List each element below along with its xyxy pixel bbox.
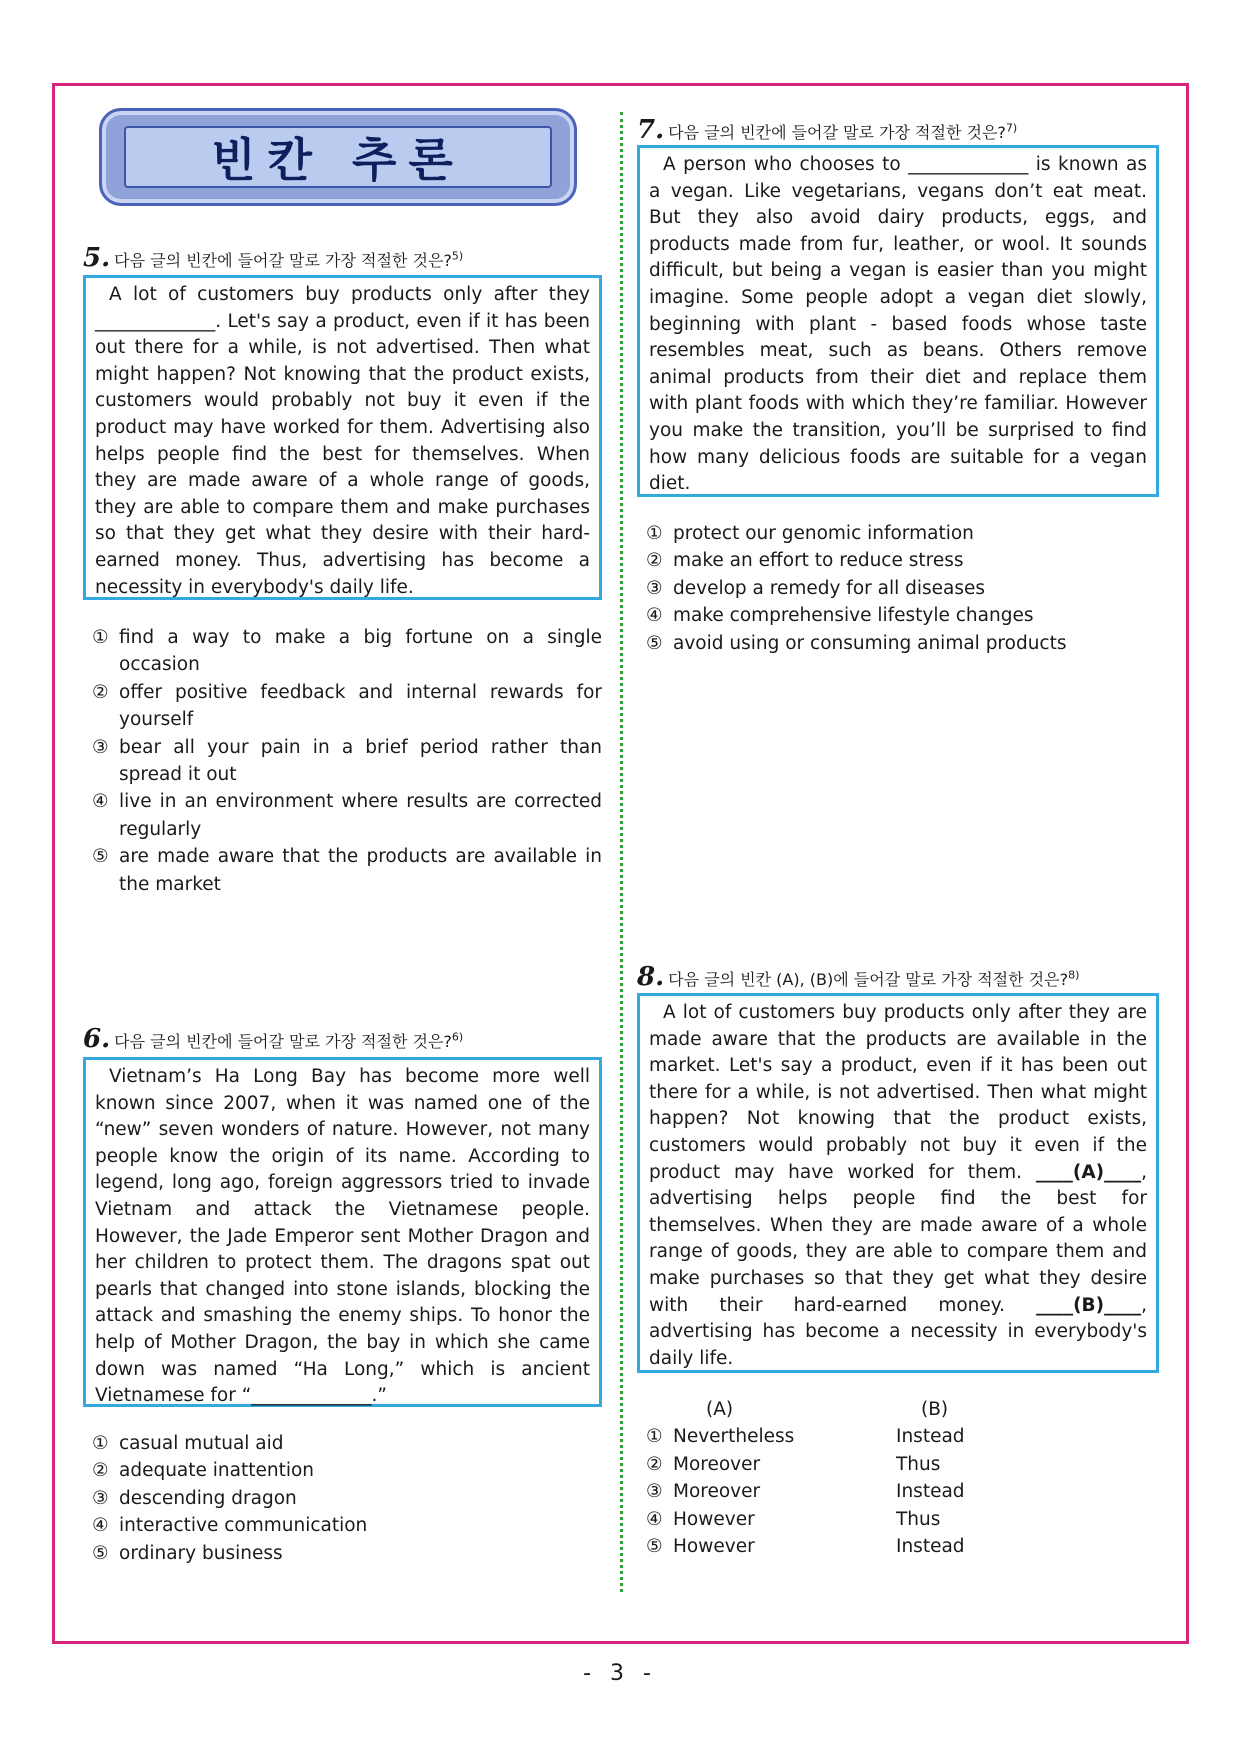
question-5-options: [92, 624, 602, 898]
option-text: protect our genomic information: [673, 523, 974, 544]
option-text: are made aware that the products are available in the market: [119, 846, 602, 895]
option-b-text: Thus: [896, 1508, 941, 1530]
question-6-options: [92, 1430, 602, 1567]
option-text: ordinary business: [119, 1542, 283, 1564]
option-b-text: Instead: [896, 1481, 965, 1503]
question-5-passage: [83, 275, 602, 600]
option-a-text: However: [673, 1508, 755, 1530]
option-text: make an effort to reduce stress: [673, 550, 964, 572]
question-number: 6.: [83, 1024, 111, 1054]
question-prompt: 다음 글의 빈칸에 들어갈 말로 가장 적절한 것은?: [668, 123, 1006, 142]
option-a-text: Moreover: [673, 1453, 761, 1475]
question-8-passage: [637, 993, 1159, 1373]
answer-option[interactable]: [646, 602, 1156, 629]
option-text: descending dragon: [119, 1487, 297, 1509]
option-a-text: Nevertheless: [673, 1426, 795, 1448]
passage-segment: , advertising has become a necessity in everybody's daily life.: [649, 1294, 1147, 1369]
option-number: ①: [92, 1433, 109, 1454]
answer-option[interactable]: [646, 1533, 1156, 1560]
passage-segment: A lot of customers buy products only after they are made aware that the products are available in the market. Let's say a product, even if it has been out there for a while, is not advertised. Then what might happen? Not knowing that the product exists, customers would probably not buy it even if the product may have worked for them.: [649, 1002, 1147, 1183]
question-number: 7.: [637, 115, 665, 145]
blank-b: ____(B)____: [1036, 1294, 1142, 1316]
option-text: avoid using or consuming animal products: [673, 632, 1067, 654]
footnote-mark: 5): [451, 249, 464, 263]
option-text: bear all your pain in a brief period rather than spread it out: [119, 736, 602, 786]
option-text: develop a remedy for all diseases: [673, 577, 986, 599]
answer-option[interactable]: [646, 1478, 1156, 1505]
question-prompt: 다음 글의 빈칸에 들어갈 말로 가장 적절한 것은?: [114, 1032, 452, 1051]
answer-option[interactable]: [92, 1512, 602, 1539]
answer-option[interactable]: [646, 575, 1156, 602]
answer-option[interactable]: [92, 734, 602, 789]
answer-option[interactable]: [646, 630, 1156, 657]
option-number: ③: [92, 736, 109, 758]
option-text: interactive communication: [119, 1515, 368, 1537]
option-number: ②: [646, 1453, 663, 1475]
option-a-text: Moreover: [673, 1481, 761, 1503]
answer-option[interactable]: [92, 1430, 602, 1457]
question-number: 8.: [637, 962, 665, 992]
options-header: [646, 1396, 1156, 1423]
answer-option[interactable]: [92, 624, 602, 679]
option-text: casual mutual aid: [119, 1433, 284, 1454]
question-7-heading: [637, 115, 1017, 145]
section-title-banner: [99, 108, 577, 206]
question-7-passage: [637, 145, 1159, 497]
option-number: ④: [646, 605, 663, 627]
answer-option[interactable]: [92, 679, 602, 734]
answer-option[interactable]: [646, 1451, 1156, 1478]
blank-a: ____(A)____: [1035, 1161, 1142, 1183]
section-title: 빈칸 추론: [211, 133, 465, 187]
passage-text: A person who chooses to _____________ is known as a vegan. Like vegetarians, vegans don’t eat meat. But they also avoid dairy products, eggs, and products made from fur, leather, or wool. It sounds difficult, but being a vegan is easier than you might imagine. Some people adopt a vegan diet slowly, beginning with plant - based foods whose taste resembles meat, such as beans. Others remove animal products from their diet and replace them with plant foods with which they’re familiar. However you make the transition, you’ll be surprised to find how many delicious foods are suitable for a vegan diet.: [649, 154, 1147, 495]
answer-option[interactable]: [92, 1457, 602, 1484]
answer-option[interactable]: [92, 843, 602, 898]
answer-option[interactable]: [646, 1423, 1156, 1450]
page-number: - 3 -: [583, 1661, 657, 1686]
option-b-text: Instead: [896, 1536, 965, 1558]
answer-option[interactable]: [92, 788, 602, 843]
column-a-label: (A): [706, 1399, 734, 1420]
option-b-text: Instead: [896, 1426, 965, 1448]
option-number: ③: [646, 1481, 663, 1503]
answer-option[interactable]: [92, 1485, 602, 1512]
question-7-options: [646, 520, 1156, 657]
question-6-passage: [83, 1057, 602, 1407]
question-6-heading: [83, 1024, 463, 1054]
footnote-mark: 7): [1005, 121, 1018, 135]
question-8-heading: [637, 962, 1079, 992]
option-number: ⑤: [92, 846, 109, 868]
question-5-heading: [83, 243, 463, 273]
answer-option[interactable]: [92, 1540, 602, 1567]
option-number: ②: [92, 1460, 109, 1482]
option-number: ④: [646, 1508, 663, 1530]
option-number: ⑤: [646, 632, 663, 654]
option-text: live in an environment where results are corrected regularly: [119, 791, 602, 840]
footnote-mark: 6): [451, 1030, 464, 1044]
option-text: find a way to make a big fortune on a single occasion: [119, 627, 602, 676]
option-number: ⑤: [646, 1536, 663, 1558]
question-prompt: 다음 글의 빈칸에 들어갈 말로 가장 적절한 것은?: [114, 251, 452, 270]
option-number: ①: [92, 627, 109, 648]
answer-option[interactable]: [646, 1506, 1156, 1533]
footnote-mark: 8): [1068, 968, 1080, 982]
section-title-panel: [124, 126, 552, 188]
answer-option[interactable]: [646, 520, 1156, 547]
option-number: ②: [92, 681, 109, 703]
passage-text: Vietnam’s Ha Long Bay has become more well known since 2007, when it was named one of the “new” seven wonders of nature. However, not many people know the origin of its name. According to legend, long ago, foreign aggressors tried to invade Vietnam and attack the Vietnamese people. However, the Jade Emperor sent Mother Dragon and her children to protect them. The dragons spat out pearls that changed into stone islands, blocking the attack and smashing the enemy ships. To honor the help of Mother Dragon, the bay in which she came down was named “Ha Long,” which is ancient Vietnamese for “_____________.”: [95, 1066, 590, 1407]
passage-text: A lot of customers buy products only after they _____________. Let's say a product, even if it has been out there for a while, is not advertised. Then what might happen? Not knowing that the product exists, customers would probably not buy it even if the product may have worked for them. Advertising also helps people find the best for themselves. When they are made aware of a whole range of goods, they are able to compare them and make purchases so that they get what they desire with their hard-earned money. Thus, advertising has become a necessity in everybody's daily life.: [95, 284, 590, 598]
question-number: 5.: [83, 243, 111, 273]
passage-text: [649, 1000, 1147, 1372]
option-text: offer positive feedback and internal rewards for yourself: [119, 681, 602, 731]
option-number: ③: [92, 1487, 109, 1509]
option-number: ③: [646, 577, 663, 599]
option-number: ①: [646, 1426, 663, 1448]
option-number: ②: [646, 550, 663, 572]
option-b-text: Thus: [896, 1453, 941, 1475]
option-number: ⑤: [92, 1542, 109, 1564]
column-b-label: (B): [921, 1399, 949, 1420]
option-number: ④: [92, 1515, 109, 1537]
option-a-text: However: [673, 1536, 755, 1558]
passage-segment: , advertising helps people find the best for themselves. When they are made aware of a whole range of goods, they are able to compare them and make purchases so that they get what they desire with their hard-earned money.: [649, 1161, 1147, 1316]
option-text: make comprehensive lifestyle changes: [673, 605, 1034, 627]
option-number: ①: [646, 523, 663, 544]
question-prompt: 다음 글의 빈칸 (A), (B)에 들어갈 말로 가장 적절한 것은?: [668, 970, 1069, 989]
column-divider: [620, 112, 623, 1592]
answer-option[interactable]: [646, 547, 1156, 574]
option-number: ④: [92, 791, 109, 813]
question-8-options: [646, 1396, 1156, 1560]
option-text: adequate inattention: [119, 1460, 315, 1482]
